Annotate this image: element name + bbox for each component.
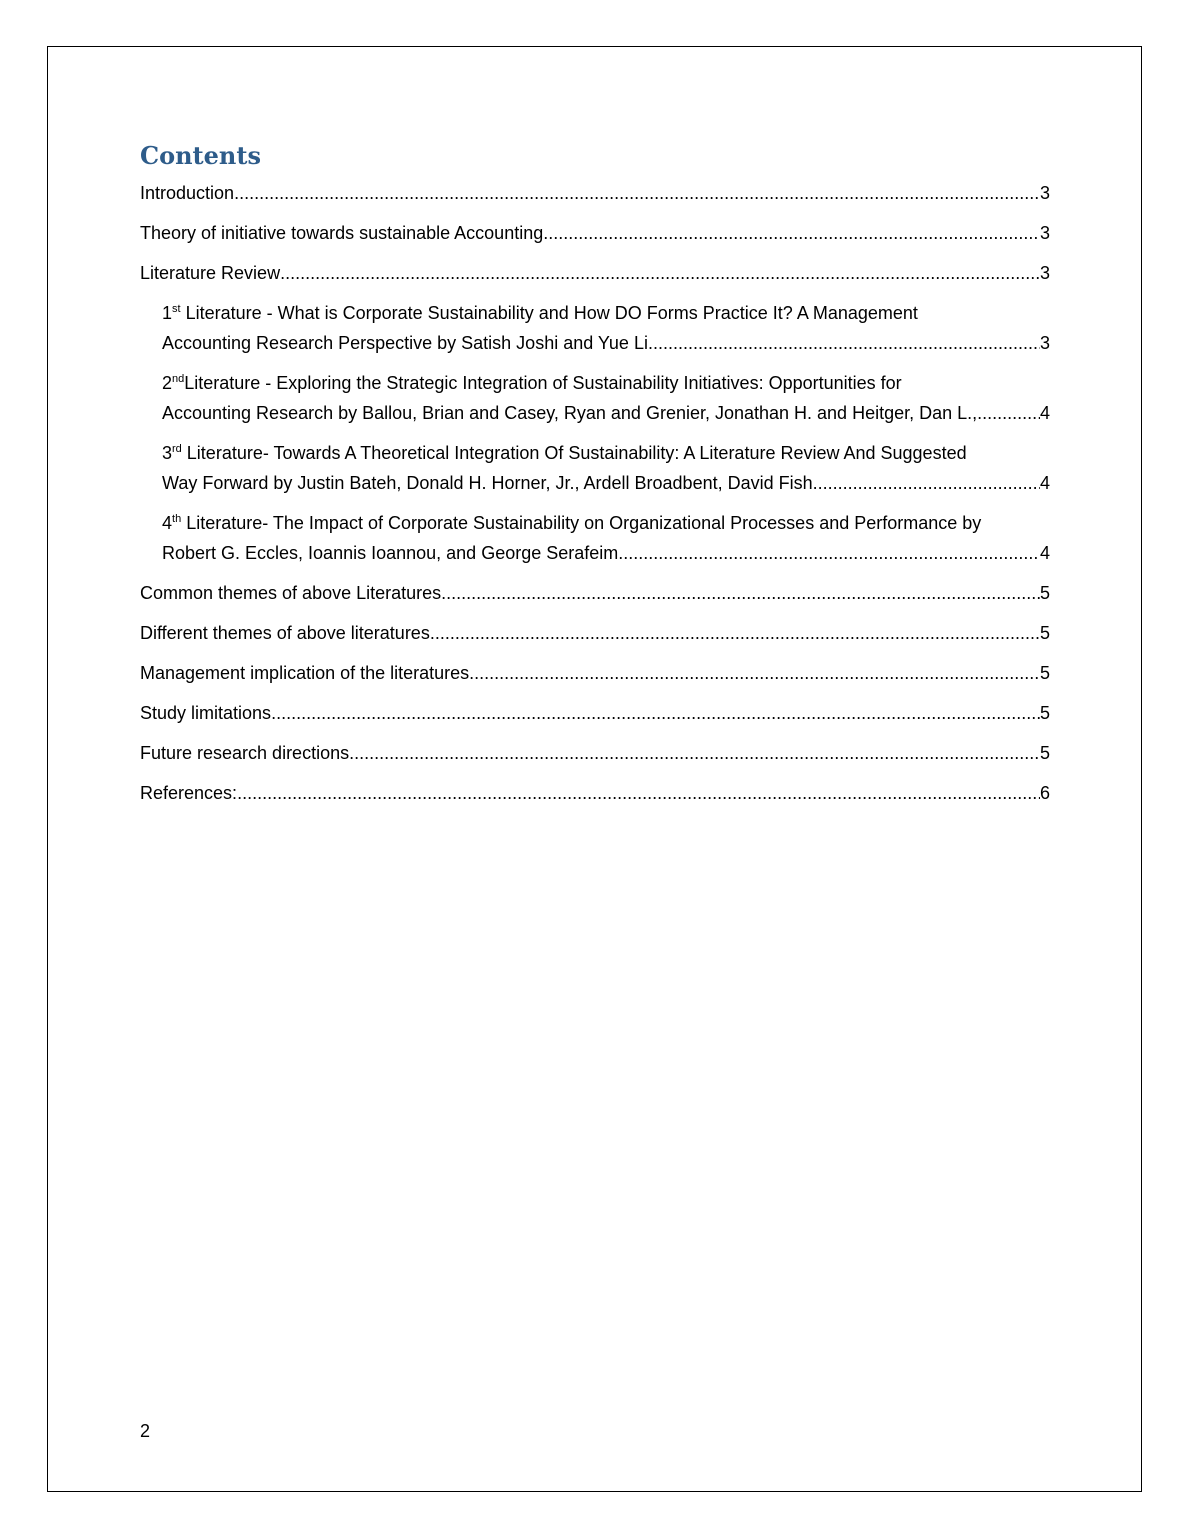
ordinal-number: 1 <box>162 303 173 323</box>
toc-entry-literature-review[interactable] <box>140 258 1050 288</box>
toc-page-number: 5 <box>1039 663 1050 683</box>
toc-entry-text: Management implication of the literatures <box>140 663 470 683</box>
toc-subentry-3rd-literature[interactable] <box>140 438 1050 498</box>
ordinal-number: 4 <box>162 513 173 533</box>
dot-leader <box>430 618 1040 648</box>
toc-entry-text-cont: Accounting Research by Ballou, Brian and Casey, Ryan and Grenier, Jonathan H. and Heitger, Dan L., <box>162 403 978 423</box>
toc-entry-text: Literature Review <box>140 263 281 283</box>
dot-leader <box>618 538 1040 568</box>
toc-page-number: 3 <box>1039 183 1050 203</box>
toc-entry-text: Introduction <box>140 183 235 203</box>
toc-entry-common-themes[interactable] <box>140 578 1050 608</box>
toc-page-number: 5 <box>1039 743 1050 763</box>
toc-entry-theory[interactable] <box>140 218 1050 248</box>
toc-entry-text: Future research directions <box>140 743 350 763</box>
dot-leader <box>237 778 1040 808</box>
toc-page-number: 3 <box>1039 223 1050 243</box>
ordinal-number: 3 <box>162 443 173 463</box>
toc-subentry-1st-literature[interactable] <box>140 298 1050 358</box>
dot-leader <box>813 468 1040 498</box>
toc-entry-text: Literature - What is Corporate Sustainability and How DO Forms Practice It? A Management <box>180 303 918 323</box>
toc-entry-management-implication[interactable] <box>140 658 1050 688</box>
toc-entry-references[interactable] <box>140 778 1050 808</box>
toc-entry-future-research[interactable] <box>140 738 1050 768</box>
dot-leader <box>543 218 1040 248</box>
toc-page-number: 5 <box>1039 583 1050 603</box>
toc-page-number: 4 <box>1039 543 1050 563</box>
toc-entry-text: Theory of initiative towards sustainable Accounting <box>140 223 544 243</box>
toc-entry-text: Literature- Towards A Theoretical Integration Of Sustainability: A Literature Review And Suggested <box>181 443 967 463</box>
toc-entry-text: Study limitations <box>140 703 272 723</box>
table-of-contents <box>140 140 1050 818</box>
dot-leader <box>271 698 1040 728</box>
toc-entry-text: Literature- The Impact of Corporate Sustainability on Organizational Processes and Performance by <box>181 513 982 533</box>
ordinal-suffix: st <box>172 303 181 315</box>
toc-entry-text: Common themes of above Literatures <box>140 583 442 603</box>
ordinal-suffix: th <box>172 513 182 525</box>
dot-leader <box>977 398 1040 428</box>
toc-entry-introduction[interactable] <box>140 178 1050 208</box>
toc-page-number: 4 <box>1039 403 1050 423</box>
toc-entry-study-limitations[interactable] <box>140 698 1050 728</box>
toc-entry-text: References: <box>140 783 238 803</box>
page-number: 2 <box>140 1421 151 1441</box>
toc-page-number: 6 <box>1039 783 1050 803</box>
dot-leader <box>441 578 1040 608</box>
toc-page-number: 5 <box>1039 623 1050 643</box>
toc-entry-text: Literature - Exploring the Strategic Integration of Sustainability Initiatives: Opportunities for <box>184 373 902 393</box>
toc-entry-text-cont: Way Forward by Justin Bateh, Donald H. Horner, Jr., Ardell Broadbent, David Fish <box>162 473 813 493</box>
ordinal-suffix: rd <box>172 443 182 455</box>
toc-entry-different-themes[interactable] <box>140 618 1050 648</box>
toc-entry-text-cont: Accounting Research Perspective by Satish Joshi and Yue Li <box>162 333 648 353</box>
dot-leader <box>280 258 1040 288</box>
dot-leader <box>648 328 1040 358</box>
toc-page-number: 4 <box>1039 473 1050 493</box>
toc-page-number: 3 <box>1039 333 1050 353</box>
dot-leader <box>234 178 1040 208</box>
toc-subentry-4th-literature[interactable] <box>140 508 1050 568</box>
toc-entry-text: Different themes of above literatures <box>140 623 430 643</box>
ordinal-suffix: nd <box>172 373 185 385</box>
toc-page-number: 3 <box>1039 263 1050 283</box>
toc-subentry-2nd-literature[interactable] <box>140 368 1050 428</box>
toc-page-number: 5 <box>1039 703 1050 723</box>
dot-leader <box>349 738 1040 768</box>
toc-entry-text-cont: Robert G. Eccles, Ioannis Ioannou, and George Serafeim <box>162 543 619 563</box>
ordinal-number: 2 <box>162 373 173 393</box>
dot-leader <box>469 658 1040 688</box>
toc-title: Contents <box>140 141 261 170</box>
